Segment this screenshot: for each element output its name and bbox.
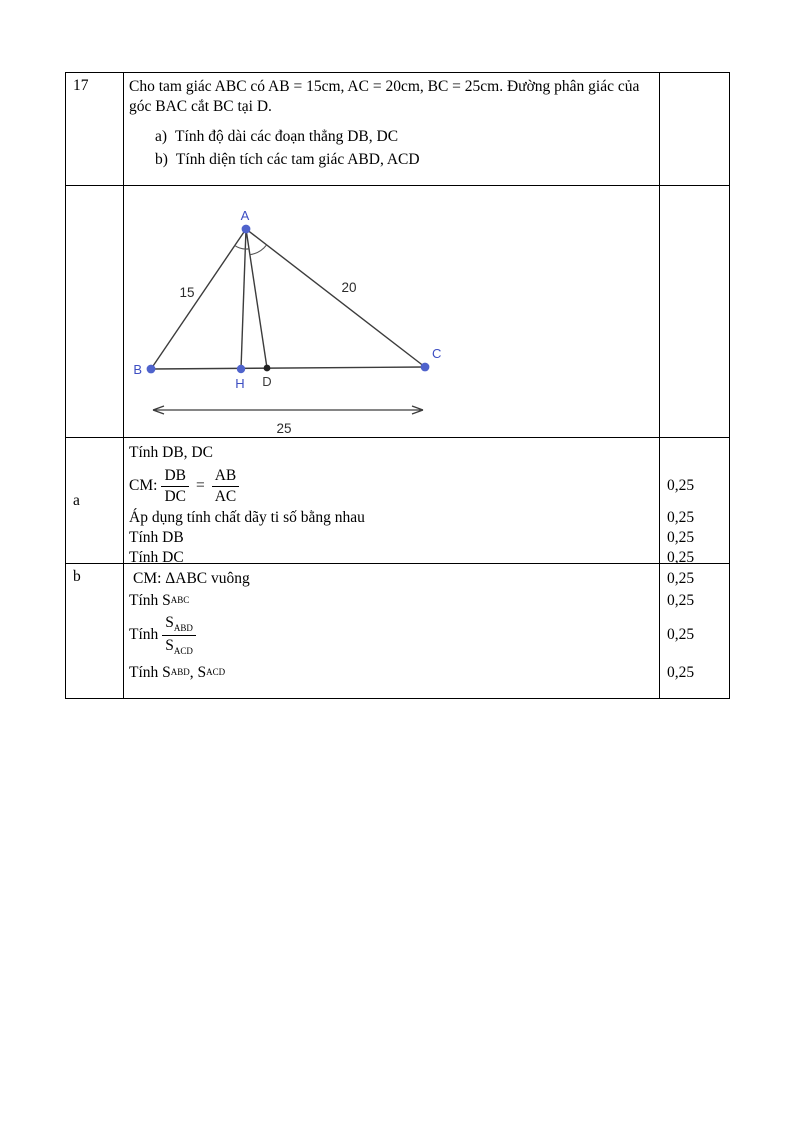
label-b: B bbox=[133, 362, 142, 377]
point-b bbox=[147, 365, 156, 374]
side-label-bc: 25 bbox=[276, 421, 292, 436]
part-b-line1: CM: ΔABC vuông bbox=[133, 569, 250, 587]
part-a-line3: Áp dụng tính chất dãy ti số bằng nhau bbox=[129, 508, 365, 526]
part-a-line3-row bbox=[129, 508, 653, 528]
point-a bbox=[242, 225, 251, 234]
side-label-ac: 20 bbox=[341, 280, 357, 295]
part-a-scores bbox=[660, 438, 730, 564]
s-subscript-acd: ACD bbox=[173, 645, 193, 656]
answer-key-table bbox=[65, 72, 730, 699]
part-a-line5-row bbox=[129, 548, 653, 564]
problem-score-cell bbox=[660, 73, 730, 186]
fraction-sacd-denominator bbox=[162, 636, 196, 656]
triangle-figure bbox=[124, 186, 660, 437]
score-value: 0,25 bbox=[667, 549, 695, 564]
label-c: C bbox=[432, 346, 442, 361]
score-value: 0,25 bbox=[667, 592, 695, 609]
part-b-line2-pre: Tính S bbox=[129, 591, 171, 609]
part-b-scores bbox=[660, 564, 730, 699]
part-a-label-cell bbox=[66, 438, 124, 564]
part-a-line4-row bbox=[129, 528, 653, 548]
label-d: D bbox=[262, 374, 272, 389]
fraction-sabd-numerator bbox=[162, 614, 196, 635]
item-b-marker: b) bbox=[155, 151, 168, 169]
part-b-fraction-row bbox=[129, 612, 653, 658]
score-value: 0,25 bbox=[667, 570, 695, 587]
part-a-cm-prefix: CM: bbox=[129, 476, 158, 494]
problem-number-cell bbox=[66, 73, 124, 186]
part-a-line4: Tính DB bbox=[129, 528, 184, 546]
figure-score-cell bbox=[660, 186, 730, 438]
problem-number: 17 bbox=[73, 77, 89, 94]
score-slot bbox=[660, 464, 729, 508]
score-slot bbox=[660, 508, 729, 528]
score-slot bbox=[660, 612, 729, 658]
part-b-line1-row bbox=[129, 568, 653, 590]
label-h: H bbox=[235, 376, 245, 391]
s-symbol: S bbox=[165, 614, 174, 632]
score-slot-empty bbox=[660, 442, 729, 464]
score-value: 0,25 bbox=[667, 477, 695, 494]
part-a-line5: Tính DC bbox=[129, 548, 184, 564]
fraction-ab-ac bbox=[212, 467, 240, 506]
part-b-line3-pre: Tính bbox=[129, 625, 159, 643]
part-b-label: b bbox=[73, 568, 81, 585]
score-value: 0,25 bbox=[667, 529, 695, 546]
angle-arc-left bbox=[235, 246, 249, 249]
score-value: 0,25 bbox=[667, 626, 695, 643]
score-slot bbox=[660, 528, 729, 548]
figure-label-cell bbox=[66, 186, 124, 438]
item-a-marker: a) bbox=[155, 127, 168, 145]
part-a-line1-row bbox=[129, 442, 653, 464]
fraction-db-dc-denominator: DC bbox=[164, 487, 186, 505]
part-b-line4-sub2: ACD bbox=[206, 667, 226, 678]
angle-arc-right bbox=[250, 245, 267, 255]
part-b-line4-mid: , S bbox=[189, 663, 207, 681]
score-slot bbox=[660, 658, 729, 688]
item-a-text: Tính độ dài các đoạn thẳng DB, DC bbox=[175, 127, 399, 145]
point-d bbox=[264, 365, 271, 372]
fraction-sabd-sacd bbox=[162, 614, 196, 656]
part-b-line4-sub1: ABD bbox=[170, 667, 190, 678]
item-b-text: Tính diện tích các tam giác ABD, ACD bbox=[175, 151, 420, 169]
part-b-line4-pre: Tính S bbox=[129, 663, 171, 681]
problem-item-b bbox=[129, 150, 653, 170]
part-a-line1: Tính DB, DC bbox=[129, 443, 213, 461]
side-label-ab: 15 bbox=[179, 285, 195, 300]
part-a-proof-row bbox=[129, 464, 653, 508]
segment-bc bbox=[151, 367, 425, 369]
fraction-db-dc-numerator: DB bbox=[161, 467, 189, 487]
segment-ac bbox=[246, 229, 425, 367]
equals-sign: = bbox=[195, 476, 205, 494]
score-value: 0,25 bbox=[667, 509, 695, 526]
problem-item-a bbox=[129, 127, 653, 147]
segment-ad bbox=[246, 229, 267, 368]
part-a-content bbox=[124, 438, 660, 564]
fraction-db-dc bbox=[161, 467, 189, 506]
segment-ab bbox=[151, 229, 246, 369]
score-slot bbox=[660, 568, 729, 590]
segment-ah bbox=[241, 229, 246, 369]
score-slot bbox=[660, 548, 729, 564]
part-b-content bbox=[124, 564, 660, 699]
point-h bbox=[237, 365, 245, 373]
label-a: A bbox=[240, 208, 250, 223]
problem-statement-cell bbox=[124, 73, 660, 186]
part-a-label: a bbox=[73, 491, 80, 509]
fraction-ab-ac-denominator: AC bbox=[214, 487, 237, 505]
score-slot bbox=[660, 590, 729, 612]
part-b-line2-row bbox=[129, 590, 653, 612]
part-b-line2-sub: ABC bbox=[170, 595, 190, 606]
figure-cell bbox=[124, 186, 660, 438]
score-value: 0,25 bbox=[667, 664, 695, 681]
point-c bbox=[421, 363, 430, 372]
s-symbol: S bbox=[165, 636, 174, 654]
fraction-ab-ac-numerator: AB bbox=[212, 467, 240, 487]
part-b-line4-row bbox=[129, 658, 653, 688]
s-subscript-abd: ABD bbox=[173, 623, 193, 634]
problem-statement: Cho tam giác ABC có AB = 15cm, AC = 20cm, BC = 25cm. Đường phân giác của góc BAC cắt BC tại D. bbox=[129, 78, 640, 116]
part-b-label-cell bbox=[66, 564, 124, 699]
